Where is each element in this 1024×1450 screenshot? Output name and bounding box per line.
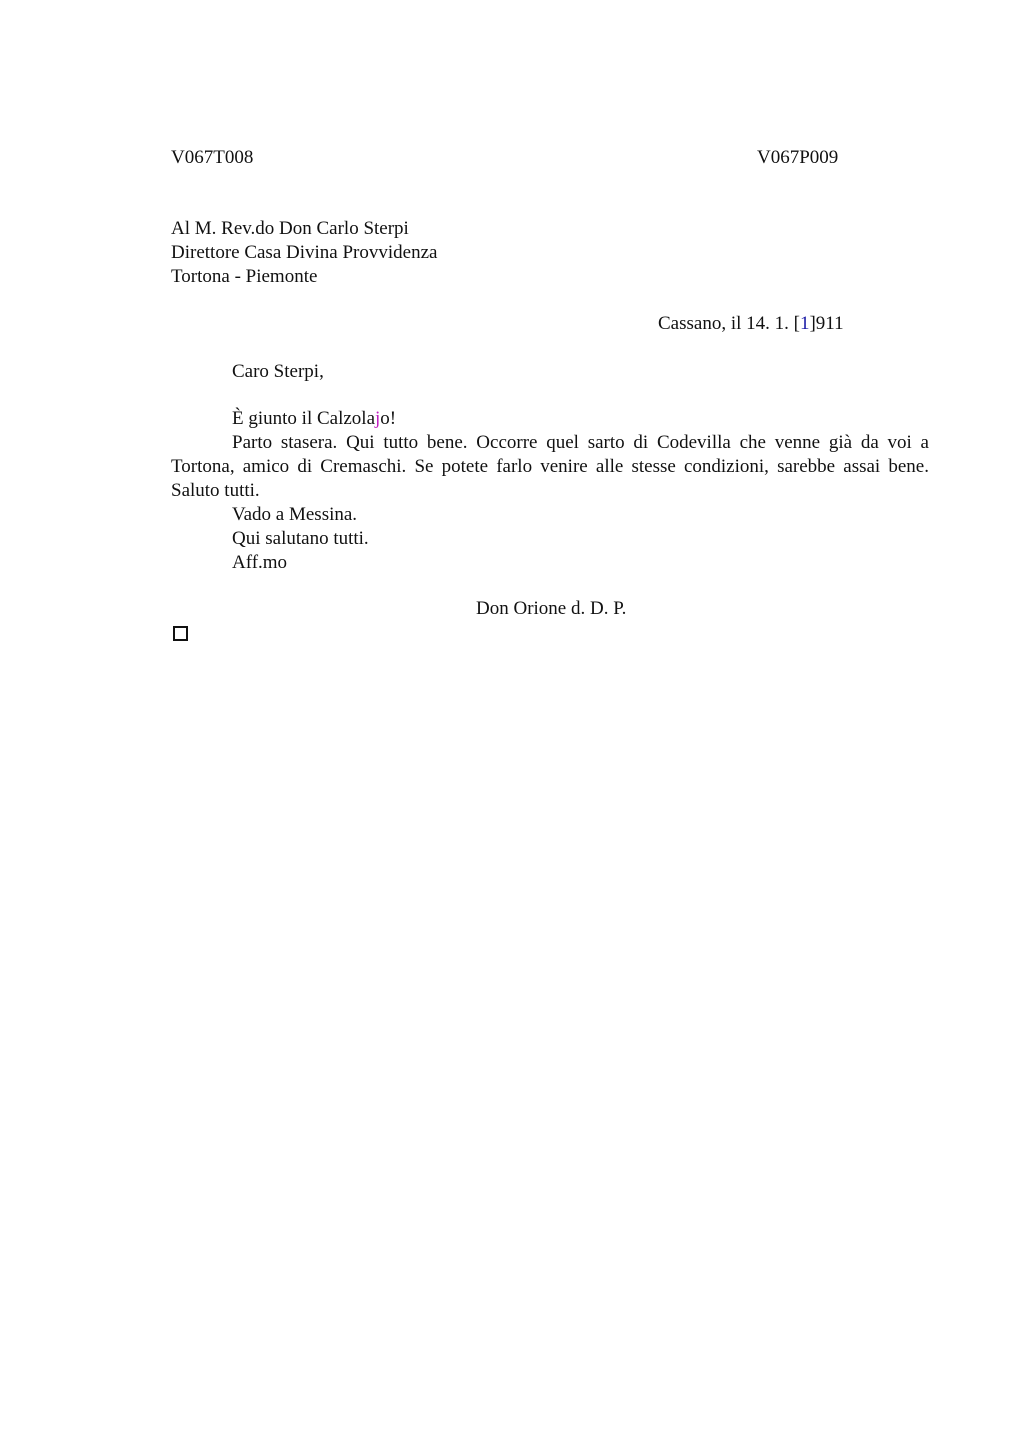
body-paragraph: Parto stasera. Qui tutto bene. Occorre quel sarto di Codevilla che venne già da voi a Tortona, amico di Cremaschi. Se potete farlo venire alle stesse condizioni, sarebbe assai bene. Saluto tutti. — [171, 432, 929, 501]
closing: Aff.mo — [232, 552, 288, 573]
address-line-place: Tortona - Piemonte — [171, 266, 318, 287]
end-square-icon — [173, 626, 188, 641]
date-prefix: Cassano, il 14. 1. [ — [658, 313, 800, 334]
recipient-address — [171, 217, 671, 289]
date-suffix: ]911 — [809, 313, 844, 334]
address-line-recipient: Al M. Rev.do Don Carlo Sterpi — [171, 218, 409, 239]
signature: Don Orione d. D. P. — [476, 598, 627, 619]
salutation: Caro Sterpi, — [232, 361, 324, 382]
body-line-calzolajo — [171, 407, 929, 431]
calzolajo-highlight-letter: j — [375, 408, 381, 429]
address-line-title: Direttore Casa Divina Provvidenza — [171, 242, 438, 263]
document-code-left: V067T008 — [171, 147, 254, 168]
date-bracket-digit: 1 — [799, 313, 810, 334]
body-line-messina: Vado a Messina. — [232, 504, 358, 525]
calzolajo-before: È giunto il Calzola — [232, 408, 376, 429]
letter-body — [171, 407, 929, 575]
document-code-right: V067P009 — [757, 147, 839, 168]
letter-date — [658, 312, 844, 336]
body-line-saluti: Qui salutano tutti. — [232, 528, 369, 549]
calzolajo-after: o! — [380, 408, 397, 429]
